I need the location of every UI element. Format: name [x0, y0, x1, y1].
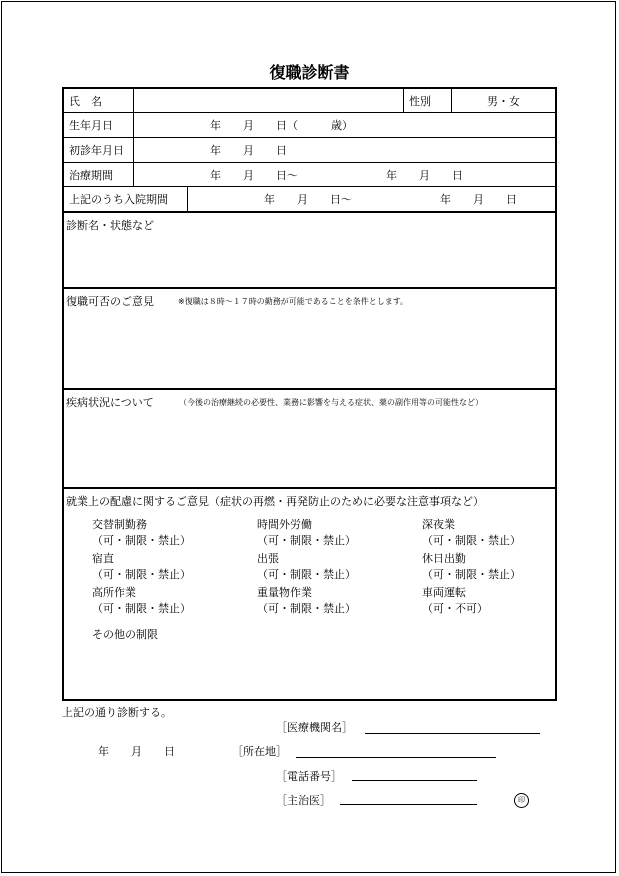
name-row	[62, 87, 557, 113]
return-opinion-label: 復職可否のご意見	[66, 295, 154, 308]
treatment-label-text: 治療期間	[69, 168, 113, 182]
restriction-overtime: 時間外労働	[257, 518, 312, 531]
treatment-to: 年 月 日	[386, 168, 463, 182]
consideration-section	[62, 489, 557, 701]
condition-section[interactable]	[62, 390, 557, 489]
treatment-row	[62, 163, 557, 187]
other-restrictions-label: その他の制限	[92, 628, 158, 641]
restriction-driving: 車両運転	[422, 586, 466, 599]
hospital-field[interactable]	[188, 187, 555, 211]
condition-note: （今後の治療継続の必要性、業務に影響を与える症状、薬の副作用等の可能性など）	[179, 398, 483, 407]
seal-icon: 印	[514, 793, 529, 808]
restriction-night-work: 深夜業	[422, 518, 455, 531]
restriction-driving-options[interactable]: （可・不可）	[422, 602, 488, 615]
first-visit-label	[64, 138, 134, 162]
form-title: 復職診断書	[269, 63, 350, 82]
treatment-from: 年 月 日〜	[210, 168, 298, 182]
doctor-label: ［主治医］	[276, 794, 331, 807]
gender-options-text: 男・女	[487, 94, 520, 108]
diagnosis-section[interactable]	[62, 213, 557, 289]
restriction-business-trip: 出張	[257, 552, 279, 565]
restriction-night-duty: 宿直	[92, 552, 114, 565]
birth-field[interactable]	[134, 113, 555, 137]
name-label-text: 氏 名	[69, 94, 102, 108]
return-opinion-note: ※復職は８時〜１７時の勤務が可能であることを条件とします。	[178, 297, 409, 306]
gender-label-text: 性別	[409, 94, 431, 108]
restriction-business-trip-options[interactable]: （可・制限・禁止）	[257, 568, 356, 581]
restriction-shift-work: 交替制勤務	[92, 518, 147, 531]
phone-line[interactable]	[352, 780, 477, 781]
hospital-from: 年 月 日〜	[264, 193, 352, 206]
restriction-night-work-options[interactable]: （可・制限・禁止）	[422, 534, 521, 547]
hospital-to: 年 月 日	[440, 193, 517, 206]
restriction-holiday-work-options[interactable]: （可・制限・禁止）	[422, 568, 521, 581]
birth-row	[62, 113, 557, 138]
restriction-heavy-lifting: 重量物作業	[257, 586, 312, 599]
institution-label: ［医療機関名］	[276, 721, 353, 734]
diagnosis-date[interactable]: 年 月 日	[98, 745, 175, 758]
address-line[interactable]	[296, 757, 496, 758]
restriction-night-duty-options[interactable]: （可・制限・禁止）	[92, 568, 191, 581]
treatment-field[interactable]	[134, 163, 555, 186]
other-restrictions-field[interactable]	[92, 644, 542, 694]
phone-label: ［電話番号］	[276, 770, 342, 783]
name-label	[64, 89, 134, 112]
hospital-row	[62, 187, 557, 213]
first-visit-label-text: 初診年月日	[69, 144, 124, 157]
first-visit-value: 年 月 日	[210, 144, 287, 157]
name-field[interactable]	[134, 89, 404, 112]
treatment-label	[64, 163, 134, 186]
restriction-height-work-options[interactable]: （可・制限・禁止）	[92, 602, 191, 615]
first-visit-row	[62, 138, 557, 163]
gender-options[interactable]	[452, 89, 555, 112]
birth-label-text: 生年月日	[69, 119, 113, 132]
address-label: ［所在地］	[232, 745, 287, 758]
birth-value: 年 月 日（ 歳）	[210, 119, 353, 132]
return-opinion-section[interactable]	[62, 289, 557, 390]
institution-line[interactable]	[365, 733, 540, 734]
gender-label	[404, 89, 452, 112]
diagnosis-label: 診断名・状態など	[66, 219, 154, 232]
restriction-shift-work-options[interactable]: （可・制限・禁止）	[92, 534, 191, 547]
restriction-overtime-options[interactable]: （可・制限・禁止）	[257, 534, 356, 547]
hospital-label	[64, 187, 188, 211]
restriction-height-work: 高所作業	[92, 586, 136, 599]
hospital-label-text: 上記のうち入院期間	[69, 193, 168, 206]
condition-label: 疾病状況について	[66, 396, 154, 409]
statement-text: 上記の通り診断する。	[62, 706, 172, 719]
restriction-heavy-lifting-options[interactable]: （可・制限・禁止）	[257, 602, 356, 615]
doctor-line[interactable]	[340, 804, 477, 805]
birth-label	[64, 113, 134, 137]
consideration-label: 就業上の配慮に関するご意見（症状の再燃・再発防止のために必要な注意事項など）	[66, 495, 484, 508]
first-visit-field[interactable]	[134, 138, 555, 162]
restriction-holiday-work: 休日出勤	[422, 552, 466, 565]
